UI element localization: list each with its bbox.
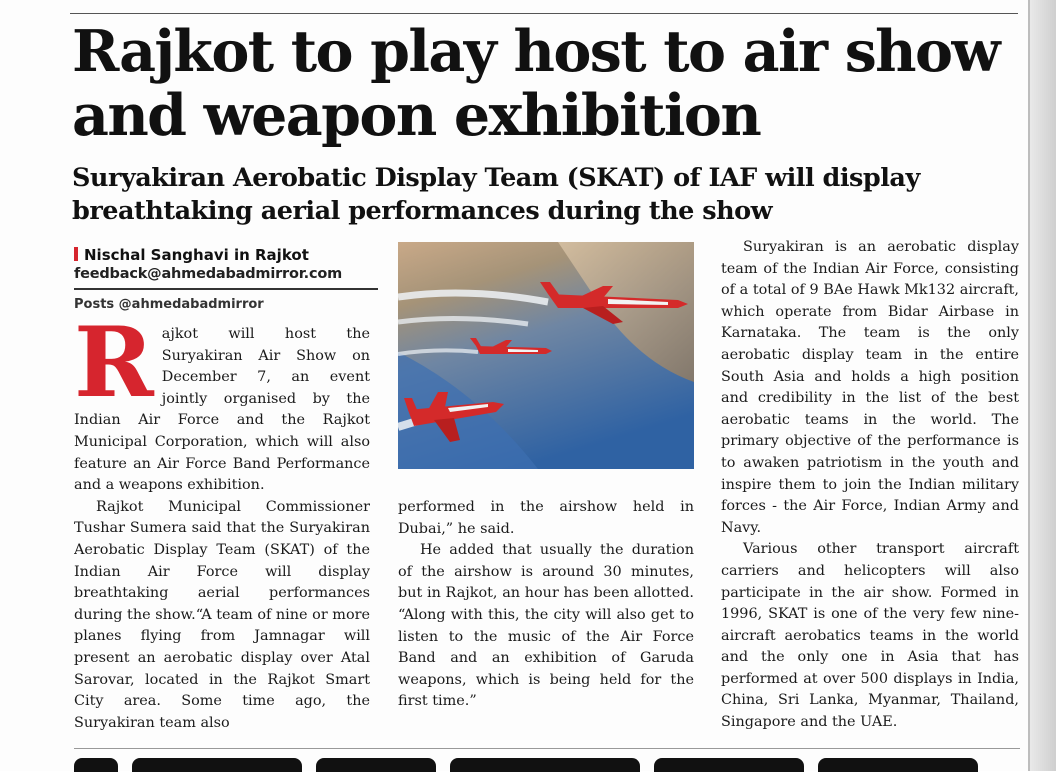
subheadline: Suryakiran Aerobatic Display Team (SKAT) of IAF will display breathtaking aerial performances during the show <box>72 163 920 226</box>
column-2-paragraph-2: He added that usually the duration of the airshow is around 30 minutes, but in Rajkot, an hour has been allotted. “Along with this, the city will also get to listen to the music of the Air Force Band and an exhibition of Garuda weapons, which is being held for the first time.” <box>398 542 694 710</box>
bottom-rule <box>74 748 1020 749</box>
article-column-3 <box>721 237 1019 737</box>
byline-rule <box>74 288 378 290</box>
byline-posts: Posts @ahmedabadmirror <box>74 297 264 312</box>
column-3-paragraph-2: Various other transport aircraft carriers and helicopters will also participate in the air show. Formed in 1996, SKAT is one of the very few nine-aircraft aerobatics teams in the world and the only one in Asia that has performed at over 500 displays in India, China, Sri Lanka, Myanmar, Thailand, Singapore and the UAE. <box>721 541 1019 731</box>
jets-photo-graphic <box>398 242 694 469</box>
article-column-1 <box>74 324 370 736</box>
dropcap: R <box>74 324 154 419</box>
byline <box>74 246 378 284</box>
byline-author-line <box>74 246 378 265</box>
column-2-paragraph-1: performed in the airshow held in Dubai,” he said. <box>398 499 694 537</box>
column-1-paragraph-1-text: ajkot will host the Suryakiran Air Show on December 7, an event jointly organised by the Indian Air Force and the Rajkot Municipal Corporation, which will also feature an Air Force Band Performance and a weapons exhibition. <box>74 326 370 494</box>
headline: Rajkot to play host to air show and weapon exhibition <box>72 18 999 149</box>
page-fold-shadow <box>1030 0 1056 771</box>
column-1-paragraph-1 <box>74 324 370 497</box>
suryakiran-jets-photo <box>398 242 694 469</box>
article-column-2 <box>398 497 694 737</box>
top-rule <box>70 13 1018 14</box>
column-1-paragraph-2: Rajkot Municipal Commissioner Tushar Sumera said that the Suryakiran Aerobatic Display Team (SKAT) of the Indian Air Force will display breathtaking aerial performances during the show.“A team of nine or more planes flying from Jamnagar will present an aerobatic display over Atal Sarovar, located in the Rajkot Smart City area. Some time ago, the Suryakiran team also <box>74 498 370 731</box>
byline-author: Nischal Sanghavi in Rajkot <box>84 246 309 264</box>
byline-email: feedback@ahmedabadmirror.com <box>74 266 343 282</box>
byline-accent-bar <box>74 247 78 261</box>
column-3-paragraph-1: Suryakiran is an aerobatic display team of the Indian Air Force, consisting of a total of 9 BAe Hawk Mk132 aircraft, which operate from Bidar Airbase in Karnataka. The team is the only aerobatic display team in the entire South Asia and holds a high position and credibility in the list of the best aerobatic teams in the world. The primary objective of the performance is to awaken patriotism in the youth and inspire them to join the Indian military forces - the Air Force, Indian Army and Navy. <box>721 239 1019 536</box>
next-article-headline-cropped <box>74 758 1020 772</box>
